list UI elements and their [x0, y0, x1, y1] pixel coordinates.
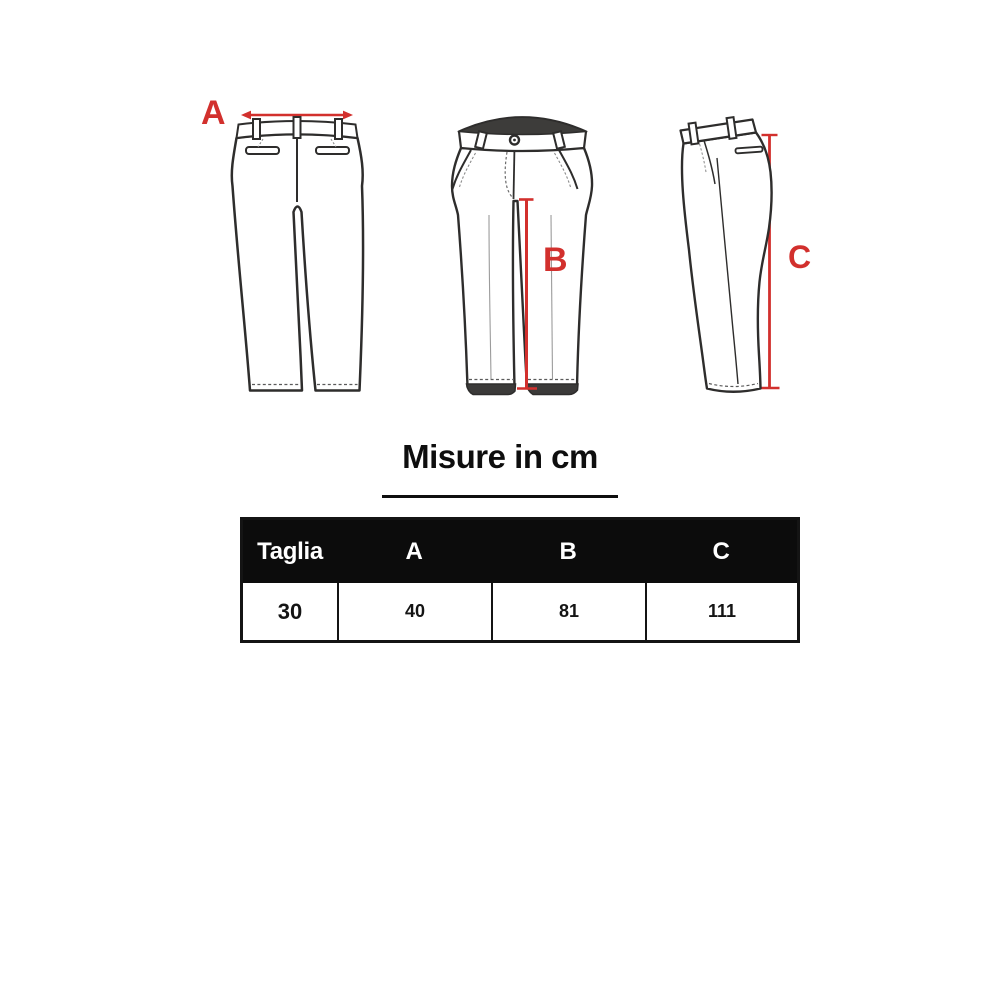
- pants-front-outline: [452, 148, 592, 387]
- back-pocket-side: [735, 147, 762, 154]
- cell-b-value: 81: [491, 583, 645, 640]
- cell-c-value: 111: [645, 583, 797, 640]
- pants-back-view-diagram: [215, 95, 375, 410]
- pants-front-view-diagram: [440, 98, 610, 410]
- column-header-a: A: [405, 537, 423, 565]
- measure-label-a: A: [201, 94, 226, 132]
- measure-label-b: B: [543, 241, 568, 279]
- measure-label-c: C: [788, 239, 812, 275]
- cell-a-value: 40: [337, 583, 491, 640]
- title-underline: [382, 495, 618, 498]
- size-table-header-row: [243, 520, 797, 583]
- column-header-b: B: [559, 537, 577, 565]
- size-table: [240, 517, 800, 643]
- waist-button: [510, 136, 519, 145]
- cell-taglia-value: 30: [277, 598, 303, 624]
- column-header-c: C: [712, 537, 730, 565]
- size-table-data-row: [243, 583, 797, 640]
- page-title: Misure in cm: [402, 438, 598, 475]
- column-header-taglia: Taglia: [257, 537, 323, 565]
